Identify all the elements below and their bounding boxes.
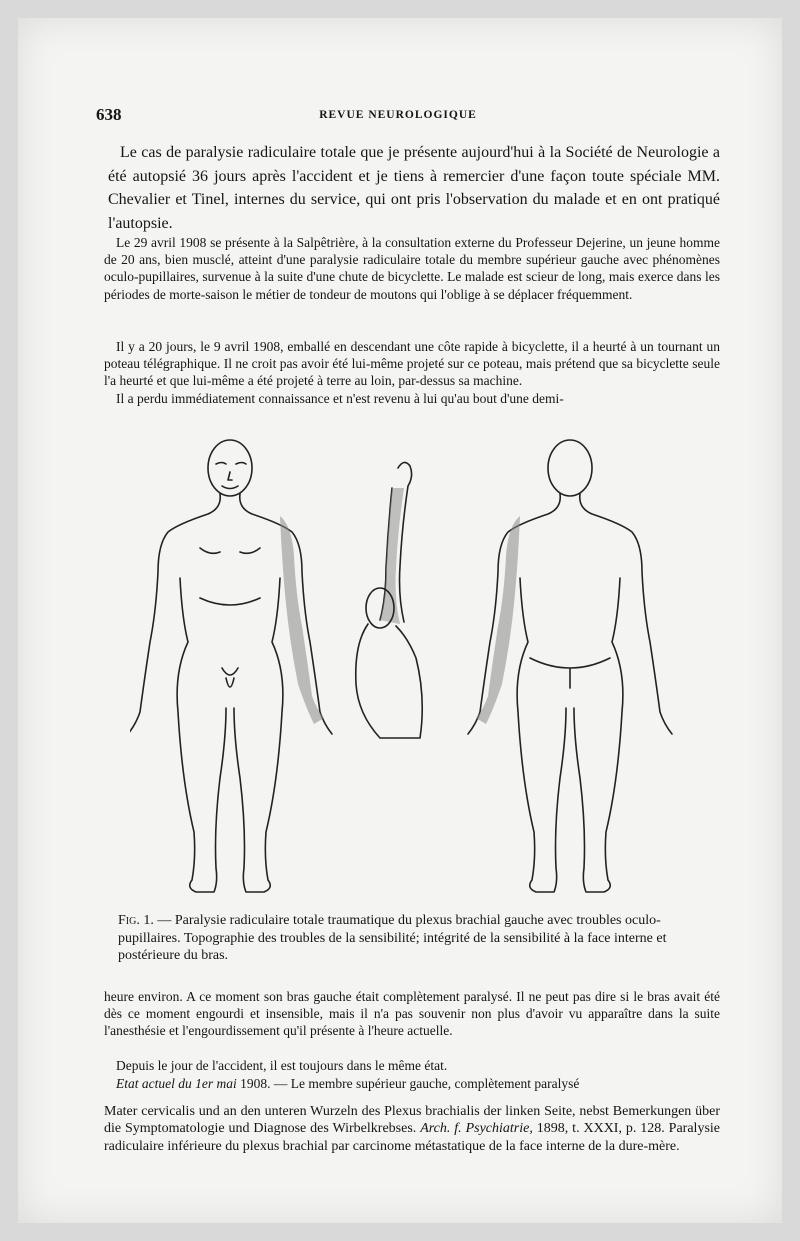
intro-paragraph: Le cas de paralysie radiculaire totale que je présente aujourd'hui à la Société de Neurologie a été autopsié 36 jours après l'accident et je tiens à remercier d'une façon toute spéciale MM. Chevalier et Tinel, internes du service, qui ont pris l'observation du malade et en ont pratiqué l'autopsie. xyxy=(108,144,720,232)
reference-part-1: Mater cervicalis und an den unteren Wurzeln des Plexus brachialis der linken Seite, nebst Bemerkungen über die Symptomatologie und Diagnose des Wirbelkrebses. xyxy=(104,1104,720,1137)
continuation-paragraph-2: Depuis le jour de l'accident, il est toujours dans le même état. xyxy=(116,1058,448,1073)
observation-paragraph-2: Il y a 20 jours, le 9 avril 1908, emballé en descendant une côte rapide à bicyclette, il a heurté à un tournant un poteau télégraphique. Il ne croit pas avoir été lui-même projeté sur ce poteau, mais prétend que sa bicyclette seule l'a heurté et que lui-même a été projeté à terre au loin, par-dessus sa machine. xyxy=(104,339,720,389)
reference-journal: Arch. f. Psychiatrie, xyxy=(420,1121,533,1137)
figure-caption-text: — Paralysie radiculaire totale traumatique du plexus brachial gauche avec troubles oculo-pupillaires. Topographie des troubles de la sensibilité; intégrité de la sensibilité à la face interne et postérieure du bras. xyxy=(118,913,667,963)
observation-paragraph-1: Le 29 avril 1908 se présente à la Salpêtrière, à la consultation externe du Professeur Dejerine, un jeune homme de 20 ans, bien musclé, atteint d'une paralysie radiculaire totale du membre supérieur gauche avec phénomènes oculo-pupillaires, survenue à la suite d'une chute de bicyclette. Le malade est scieur de long, mais exerce dans les périodes de morte-saison le métier de tondeur de moutons qui l'oblige à se déplacer fréquemment. xyxy=(104,235,720,302)
reference-part-2: 1898, t. XXXI, p. 128. Paralysie radiculaire inférieure du plexus brachial par carcinome métastatique de la face interne de la dure-mère. xyxy=(104,1121,721,1154)
figure-caption xyxy=(118,912,708,965)
etat-actuel-italic: Etat actuel du 1er mai xyxy=(116,1076,237,1091)
front-figure xyxy=(130,440,332,892)
etat-actuel-rest: 1908. — Le membre supérieur gauche, complètement paralysé xyxy=(236,1076,580,1091)
body-diagram-svg xyxy=(130,428,690,908)
back-figure xyxy=(468,440,672,892)
figure-caption-label: Fig. 1. xyxy=(118,913,154,928)
profile-figure xyxy=(356,462,423,738)
continuation-paragraph-3 xyxy=(104,1075,720,1092)
reference-footnote xyxy=(104,1103,720,1155)
page-header xyxy=(96,105,700,129)
running-title: REVUE NEUROLOGIQUE xyxy=(319,109,477,121)
observation-paragraph-3: Il a perdu immédiatement connaissance et n'est revenu à lui qu'au bout d'une demi- xyxy=(116,391,564,406)
page-number: 638 xyxy=(96,105,122,124)
continuation-paragraph-1: heure environ. A ce moment son bras gauche était complètement paralysé. Il ne peut pas dire si le bras avait été dès ce moment engourdi et insensible, mais il n'a pas souvenir non plus d'avoir vu apparaître dans la suite l'anesthésie et l'engourdissement qu'il présente à l'heure actuelle. xyxy=(104,989,720,1039)
figure-body-sensibility xyxy=(130,428,690,908)
